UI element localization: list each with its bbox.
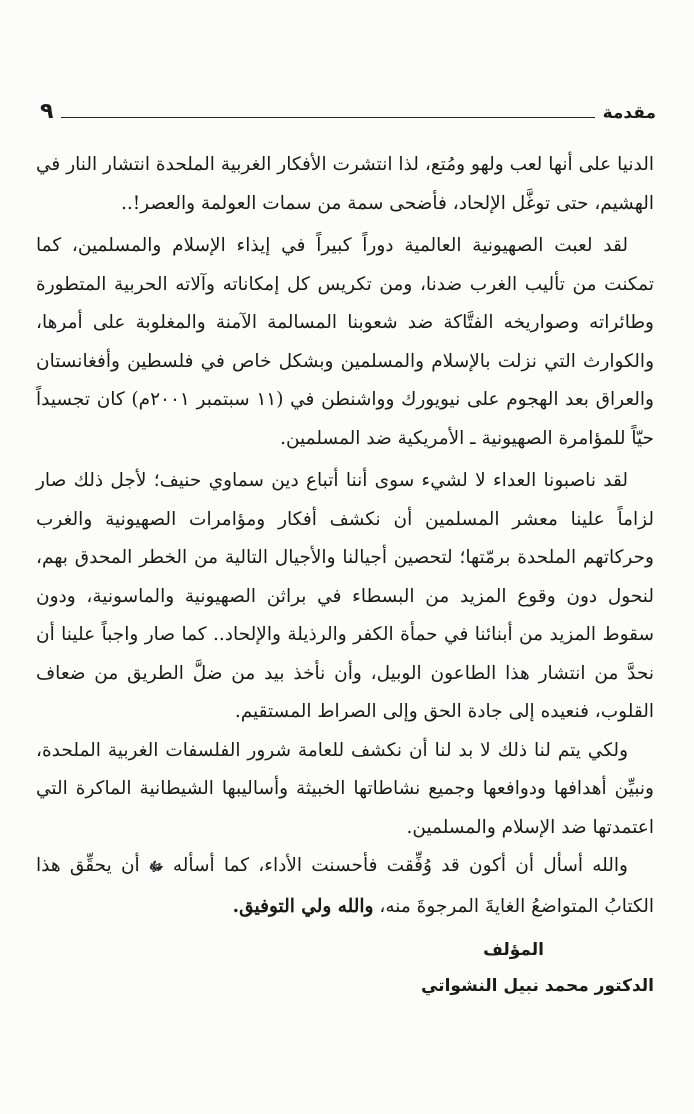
honorific-symbol: ﷻ: [148, 860, 164, 875]
closing-text-part2: أن يحقِّق هذا الكتابُ المتواضعُ الغايةَ المرجوةَ منه،: [36, 855, 654, 917]
paragraph-4: ولكي يتم لنا ذلك لا بد لنا أن نكشف للعامة شرور الفلسفات الغربية الملحدة، ونبيِّن أهدافها ودوافعها وجميع نشاطاتها الخبيثة وأساليبها الشيطانية الماكرة التي اعتمدتها ضد الإسلام والمسلمين.: [36, 739, 654, 838]
paragraph-2: لقد لعبت الصهيونية العالمية دوراً كبيراً في إيذاء الإسلام والمسلمين، كما تمكنت من تأليب الغرب ضدنا، ومن تكريس كل إمكاناته وآلاته الحربية المتطورة وطائراته وصواريخه الفتَّاكة ضد شعوبنا المسالمة الآمنة والمغلوبة على أمرها، والكوارث التي نزلت بالإسلام والمسلمين وبشكل خاص في فلسطين وأفغانستان والعراق بعد الهجوم على نيويورك وواشنطن في (١١ سبتمبر ٢٠٠١م) كان تجسيداً حيّاً للمؤامرة الصهيونية ـ الأمريكية ضد المسلمين.: [36, 235, 654, 449]
closing-text-part1: والله أسأل أن أكون قد وُفِّقت فأحسنت الأداء، كما أسأله: [172, 855, 628, 876]
author-role: المؤلف: [483, 940, 544, 960]
page-number: ٩: [40, 99, 54, 124]
closing-paragraph: [36, 847, 654, 926]
paragraph-3: لقد ناصبونا العداء لا لشيء سوى أننا أتباع دين سماوي حنيف؛ لأجل ذلك صار لزاماً علينا معشر المسلمين أن نكشف أفكار ومؤامرات الصهيونية والغرب وحركاتهم الملحدة برمّتها؛ لتحصين أجيالنا والأجيال التالية من الخطر المحدق بهم، لنحول دون وقوع المزيد من البسطاء في براثن الصهيونية والماسونية، ودون سقوط المزيد من أبنائنا في حمأة الكفر والرذيلة والإلحاد.. كما صار واجباً علينا أن نحدَّ من انتشار هذا الطاعون الوبيل، وأن نأخذ بيد من ضلَّ الطريق من ضعاف القلوب، فنعيده إلى جادة الحق وإلى الصراط المستقيم.: [36, 470, 654, 722]
closing-prayer: والله ولي التوفيق.: [232, 895, 374, 917]
header-rule: [61, 117, 594, 118]
paragraph-1: الدنيا على أنها لعب ولهو ومُتع، لذا انتشرت الأفكار الغربية الملحدة انتشار النار في الهشيم، حتى توغَّل الإلحاد، فأضحى سمة من سمات العولمة والعصر!..: [36, 154, 654, 214]
page-body: [36, 146, 654, 1004]
author-name: الدكتور محمد نبيل النشواتي: [420, 976, 654, 996]
running-header: [40, 92, 656, 124]
running-title: مقدمة: [602, 103, 656, 123]
